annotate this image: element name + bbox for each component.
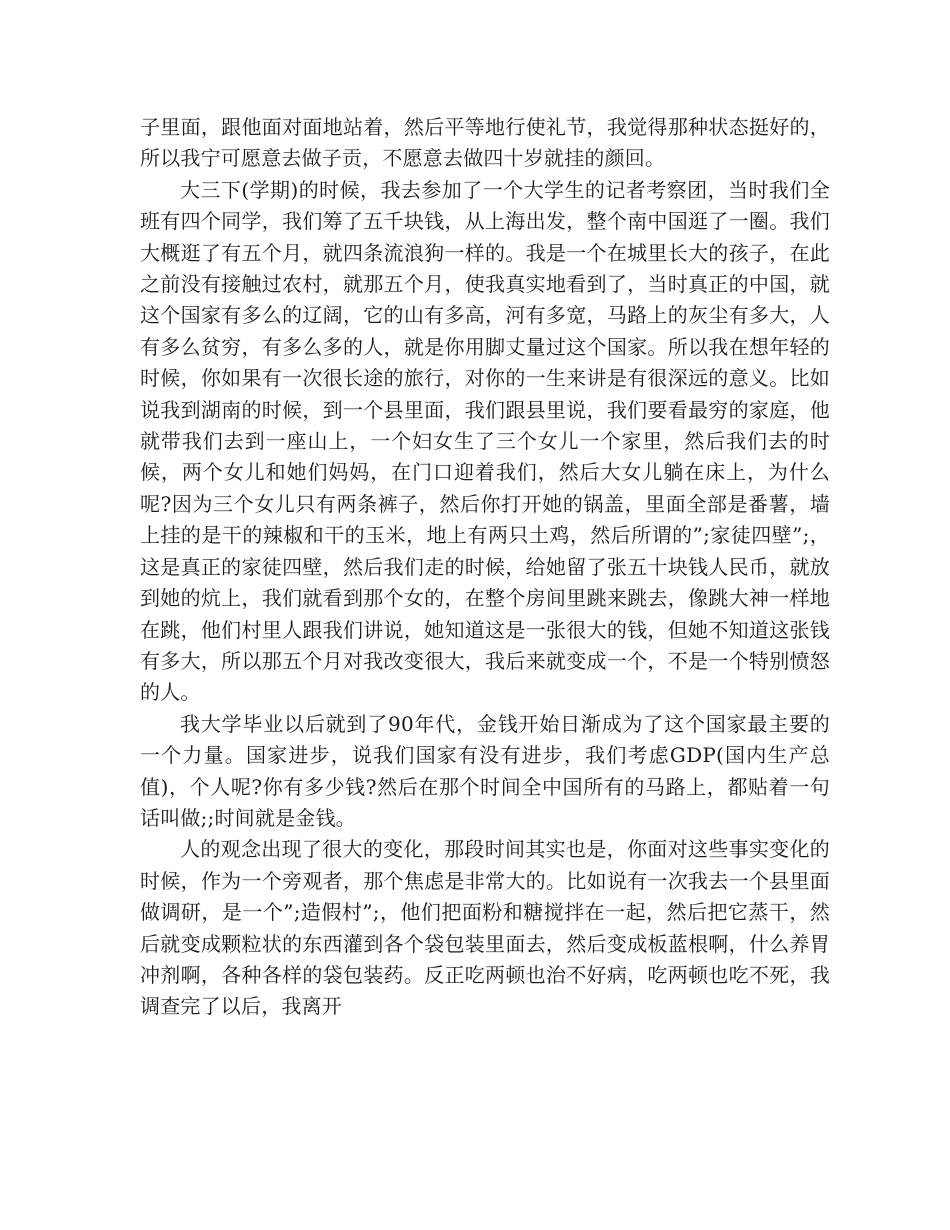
document-body bbox=[140, 112, 830, 1023]
paragraph-2: 大三下(学期)的时候，我去参加了一个大学生的记者考察团，当时我们全班有四个同学，我们筹了五千块钱，从上海出发，整个南中国逛了一圈。我们大概逛了有五个月，就四条流浪狗一样的。我是一个在城里长大的孩子，在此之前没有接触过农村，就那五个月，使我真实地看到了，当时真正的中国，就这个国家有多么的辽阔，它的山有多高，河有多宽，马路上的灰尘有多大，人有多么贫穷，有多么多的人，就是你用脚丈量过这个国家。所以我在想年轻的时候，你如果有一次很长途的旅行，对你的一生来讲是有很深远的意义。比如说我到湖南的时候，到一个县里面，我们跟县里说，我们要看最穷的家庭，他就带我们去到一座山上，一个妇女生了三个女儿一个家里，然后我们去的时候，两个女儿和她们妈妈，在门口迎着我们，然后大女儿躺在床上，为什么呢?因为三个女儿只有两条裤子，然后你打开她的锅盖，里面全部是番薯，墙上挂的是干的辣椒和干的玉米，地上有两只土鸡，然后所谓的”;家徒四壁”;，这是真正的家徒四壁，然后我们走的时候，给她留了张五十块钱人民币，就放到她的炕上，我们就看到那个女的，在整个房间里跳来跳去，像跳大神一样地在跳，他们村里人跟我们讲说，她知道这是一张很大的钱，但她不知道这张钱有多大，所以那五个月对我改变很大，我后来就变成一个，不是一个特别愤怒的人。 bbox=[140, 177, 830, 705]
paragraph-4: 人的观念出现了很大的变化，那段时间其实也是，你面对这些事实变化的时候，作为一个旁观者，那个焦虑是非常大的。比如说有一次我去一个县里面做调研，是一个”;造假村”;，他们把面粉和糖搅拌在一起，然后把它蒸干，然后就变成颗粒状的东西灌到各个袋包装里面去，然后变成板蓝根啊，什么养胃冲剂啊，各种各样的袋包装药。反正吃两顿也治不好病，吃两顿也吃不死，我调查完了以后，我离开 bbox=[140, 837, 830, 1019]
paragraph-1: 子里面，跟他面对面地站着，然后平等地行使礼节，我觉得那种状态挺好的，所以我宁可愿意去做子贡，不愿意去做四十岁就挂的颜回。 bbox=[140, 115, 830, 171]
paragraph-3: 我大学毕业以后就到了90年代，金钱开始日渐成为了这个国家最主要的一个力量。国家进步，说我们国家有没有进步，我们考虑GDP(国内生产总值)，个人呢?你有多少钱?然后在那个时间全中国所有的马路上，都贴着一句话叫做;;时间就是金钱。 bbox=[140, 711, 830, 830]
